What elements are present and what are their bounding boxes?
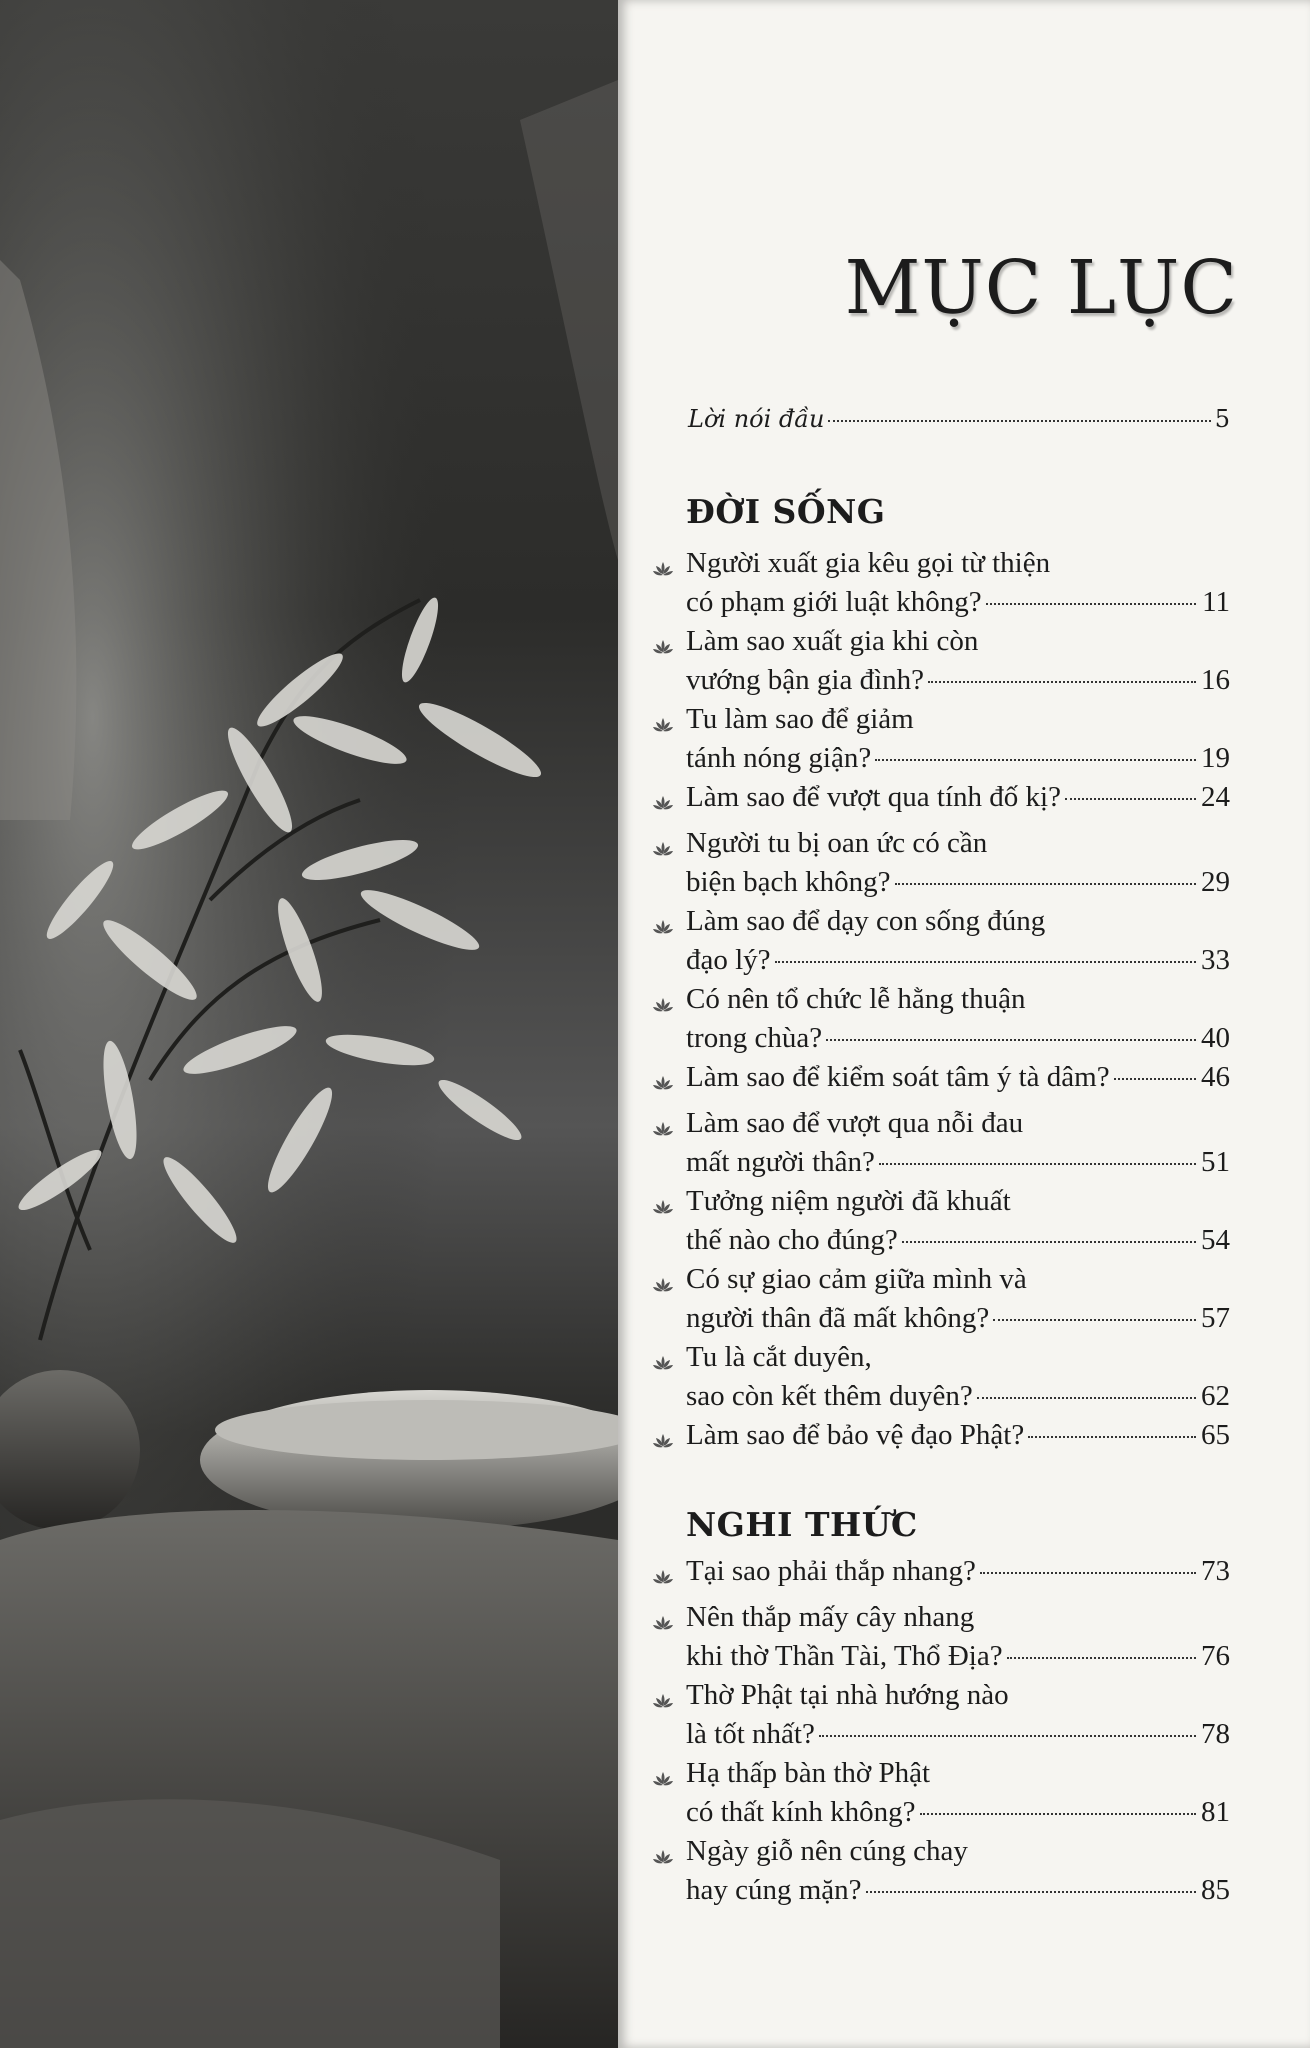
lotus-icon — [652, 830, 674, 848]
page-title: MỤC LỤC — [844, 245, 1238, 331]
entry-row — [648, 1058, 1230, 1097]
entry-title-line-2: hay cúng mặn? — [686, 1874, 862, 1906]
toc-entry[interactable] — [648, 902, 1230, 980]
dot-leader — [1065, 798, 1196, 800]
entry-title-line-2: Làm sao để bảo vệ đạo Phật? — [686, 1419, 1025, 1451]
entry-title-line-2: thế nào cho đúng? — [686, 1224, 898, 1256]
dot-leader — [977, 1397, 1196, 1399]
entry-title-line-2: trong chùa? — [686, 1022, 823, 1054]
intro-label: Lời nói đầu — [688, 405, 825, 433]
lotus-icon — [652, 1110, 674, 1128]
toc-entry[interactable] — [648, 1260, 1230, 1338]
entry-title-line-2: vướng bận gia đình? — [686, 664, 925, 696]
toc-entry[interactable] — [648, 1416, 1230, 1455]
toc-entry[interactable] — [648, 622, 1230, 700]
toc-entry[interactable] — [648, 1182, 1230, 1260]
entry-page-number: 73 — [1201, 1555, 1230, 1587]
entry-title-line-1: Nên thắp mấy cây nhang — [686, 1601, 975, 1633]
toc-entry[interactable] — [648, 544, 1230, 622]
toc-entry[interactable] — [648, 1104, 1230, 1182]
entry-title-line-2: người thân đã mất không? — [686, 1302, 990, 1334]
dot-leader — [875, 759, 1196, 761]
section-heading: NGHI THỨC — [686, 1505, 918, 1544]
entry-row — [648, 1019, 1230, 1058]
dot-leader — [775, 961, 1196, 963]
entry-row — [648, 1377, 1230, 1416]
dot-leader — [895, 883, 1196, 885]
dot-leader — [1007, 1657, 1196, 1659]
entry-title-line-2: Tại sao phải thắp nhang? — [686, 1555, 976, 1587]
dot-leader — [1114, 1078, 1196, 1080]
dot-leader — [980, 1572, 1196, 1574]
entry-title-line-1: Ngày giỗ nên cúng chay — [686, 1835, 968, 1867]
toc-entry[interactable] — [648, 700, 1230, 778]
lotus-icon — [652, 908, 674, 926]
entry-title-line-1: Tu là cắt duyên, — [686, 1341, 872, 1373]
entry-title-line-1: Có sự giao cảm giữa mình và — [686, 1263, 1027, 1295]
lotus-icon — [652, 1188, 674, 1206]
entry-title-line-2: là tốt nhất? — [686, 1718, 815, 1750]
lotus-icon — [652, 1760, 674, 1778]
entry-row — [648, 1871, 1230, 1910]
toc-entry[interactable] — [648, 980, 1230, 1058]
entry-page-number: 85 — [1201, 1874, 1230, 1906]
entry-row — [648, 1143, 1230, 1182]
dot-leader — [866, 1891, 1196, 1893]
entry-title-line-1: Hạ thấp bàn thờ Phật — [686, 1757, 931, 1789]
dot-leader — [879, 1163, 1196, 1165]
lotus-icon — [652, 550, 674, 568]
dot-leader — [928, 681, 1196, 683]
entry-row — [648, 1299, 1230, 1338]
toc-entry[interactable] — [648, 778, 1230, 817]
toc-entry[interactable] — [648, 1058, 1230, 1097]
toc-entry[interactable] — [648, 1754, 1230, 1832]
entry-title-line-2: Làm sao để kiểm soát tâm ý tà dâm? — [686, 1061, 1110, 1093]
entry-title-line-1: Làm sao xuất gia khi còn — [686, 625, 979, 657]
entry-page-number: 78 — [1201, 1718, 1230, 1750]
entry-page-number: 11 — [1202, 586, 1230, 618]
intro-page-number: 5 — [1214, 405, 1230, 433]
toc-entry[interactable] — [648, 1676, 1230, 1754]
entry-row — [648, 863, 1230, 902]
dot-leader — [828, 420, 1210, 422]
entry-page-number: 57 — [1201, 1302, 1230, 1334]
entry-row — [648, 583, 1230, 622]
entry-title-line-2: có thất kính không? — [686, 1796, 916, 1828]
entry-page-number: 54 — [1201, 1224, 1230, 1256]
entry-row — [648, 661, 1230, 700]
dot-leader — [1028, 1436, 1196, 1438]
entry-row — [648, 941, 1230, 980]
entry-page-number: 62 — [1201, 1380, 1230, 1412]
entry-page-number: 40 — [1201, 1022, 1230, 1054]
entry-row — [648, 1221, 1230, 1260]
lotus-icon — [652, 784, 674, 802]
entry-row — [648, 1552, 1230, 1591]
toc-entry[interactable] — [648, 1552, 1230, 1591]
entry-title-line-2: tánh nóng giận? — [686, 742, 872, 774]
toc-entry[interactable] — [648, 1832, 1230, 1910]
entry-page-number: 16 — [1201, 664, 1230, 696]
lotus-icon — [652, 1682, 674, 1700]
entry-title-line-1: Có nên tổ chức lễ hằng thuận — [686, 983, 1026, 1015]
lotus-icon — [652, 1838, 674, 1856]
lotus-icon — [652, 1266, 674, 1284]
section-heading: ĐỜI SỐNG — [686, 492, 886, 531]
entry-title-line-2: Làm sao để vượt qua tính đố kị? — [686, 781, 1061, 813]
entry-title-line-1: Làm sao để vượt qua nỗi đau — [686, 1107, 1024, 1139]
entry-title-line-2: khi thờ Thần Tài, Thổ Địa? — [686, 1640, 1003, 1672]
entry-page-number: 24 — [1201, 781, 1230, 813]
entry-title-line-1: Làm sao để dạy con sống đúng — [686, 905, 1046, 937]
toc-entry[interactable] — [648, 824, 1230, 902]
dot-leader — [986, 603, 1196, 605]
entry-row — [648, 778, 1230, 817]
entry-row — [648, 1637, 1230, 1676]
entry-title-line-1: Tưởng niệm người đã khuất — [686, 1185, 1011, 1217]
entry-title-line-1: Người xuất gia kêu gọi từ thiện — [686, 547, 1051, 579]
cover-photo — [0, 0, 618, 2048]
dot-leader — [920, 1813, 1196, 1815]
entry-page-number: 33 — [1201, 944, 1230, 976]
lotus-icon — [652, 1064, 674, 1082]
dot-leader — [902, 1241, 1196, 1243]
entry-page-number: 65 — [1201, 1419, 1230, 1451]
lotus-icon — [652, 1422, 674, 1440]
entry-page-number: 19 — [1201, 742, 1230, 774]
entry-row — [648, 1715, 1230, 1754]
toc-entry-intro[interactable] — [688, 405, 1230, 433]
toc-entry[interactable] — [648, 1338, 1230, 1416]
entry-page-number: 81 — [1201, 1796, 1230, 1828]
entry-row — [648, 1793, 1230, 1832]
table-of-contents-page — [618, 0, 1310, 2048]
dot-leader — [819, 1735, 1196, 1737]
dot-leader — [993, 1319, 1196, 1321]
bamboo-photo-illustration — [0, 0, 618, 2048]
lotus-icon — [652, 1344, 674, 1362]
toc-entry[interactable] — [648, 1598, 1230, 1676]
entry-page-number: 29 — [1201, 866, 1230, 898]
lotus-icon — [652, 628, 674, 646]
entry-title-line-2: mất người thân? — [686, 1146, 875, 1178]
entry-title-line-1: Người tu bị oan ức có cần — [686, 827, 988, 859]
entry-title-line-2: có phạm giới luật không? — [686, 586, 982, 618]
entry-page-number: 76 — [1201, 1640, 1230, 1672]
lotus-icon — [652, 1558, 674, 1576]
entry-title-line-1: Thờ Phật tại nhà hướng nào — [686, 1679, 1009, 1711]
entry-title-line-2: đạo lý? — [686, 944, 771, 976]
lotus-icon — [652, 986, 674, 1004]
dot-leader — [826, 1039, 1196, 1041]
entry-row — [648, 1416, 1230, 1455]
entry-row — [648, 739, 1230, 778]
lotus-icon — [652, 706, 674, 724]
entry-title-line-1: Tu làm sao để giảm — [686, 703, 914, 735]
entry-page-number: 51 — [1201, 1146, 1230, 1178]
entry-title-line-2: biện bạch không? — [686, 866, 891, 898]
lotus-icon — [652, 1604, 674, 1622]
entry-page-number: 46 — [1201, 1061, 1230, 1093]
entry-title-line-2: sao còn kết thêm duyên? — [686, 1380, 973, 1412]
